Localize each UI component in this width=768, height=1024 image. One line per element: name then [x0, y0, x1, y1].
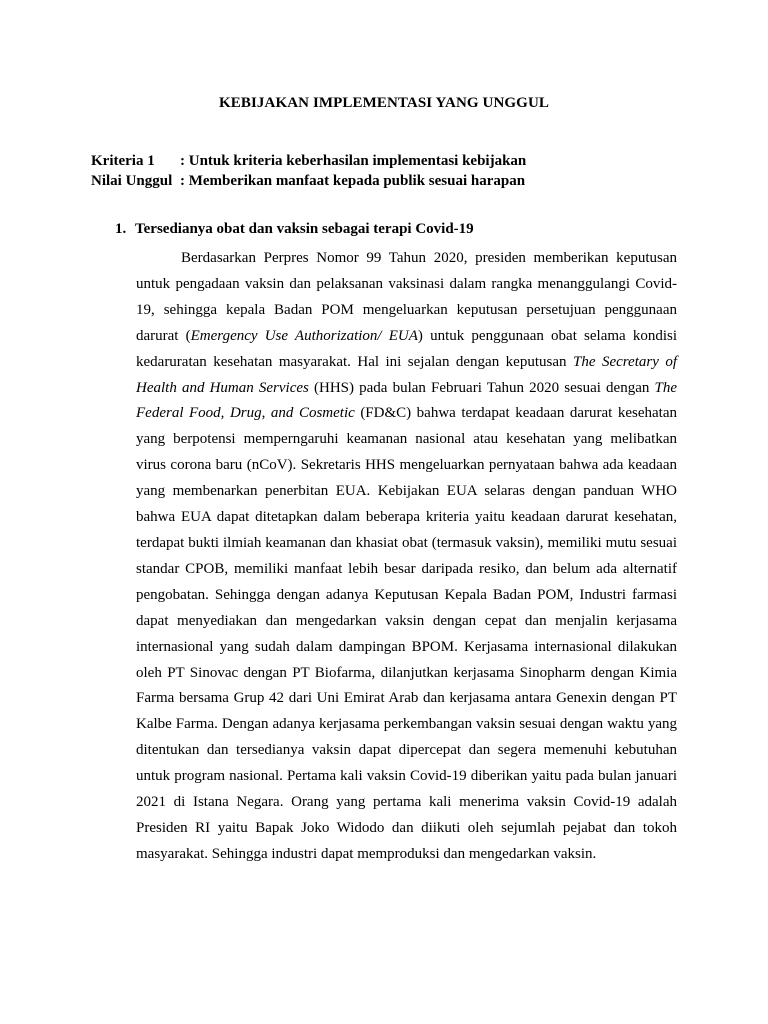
- section-heading-text: Tersedianya obat dan vaksin sebagai terapi Covid-19: [135, 221, 474, 237]
- paragraph-run: Berdasarkan Perpres Nomor 99 Tahun 2020, presiden memberikan keputusan untuk pengadaan vaksin dan pelaksanan vaksinasi dalam rangka menanggulangi Covid-19, sehingga kepala Badan POM mengeluarkan keputusan persetujuan penggunaan darurat (: [136, 250, 677, 344]
- criteria-row-kriteria: [91, 151, 526, 171]
- criteria-value: : Untuk kriteria keberhasilan implementasi kebijakan: [180, 153, 527, 169]
- paragraph-run-italic: Emergency Use Authorization/ EUA: [190, 327, 418, 344]
- paragraph-run: ) untuk penggunaan obat selama kondisi kedaruratan kesehatan masyarakat. Hal ini sejalan dengan keputusan: [136, 327, 678, 370]
- paragraph-run-italic: The Secretary of Health and Human Services: [136, 353, 677, 396]
- body-text: [136, 246, 677, 868]
- paragraph-run: (HHS) pada bulan Februari Tahun 2020 sesuai dengan: [308, 379, 655, 396]
- criteria-label: Kriteria 1: [91, 153, 155, 169]
- document-title: KEBIJAKAN IMPLEMENTASI YANG UNGGUL: [219, 95, 549, 111]
- section-number: 1.: [115, 221, 127, 237]
- criteria-block: [91, 151, 526, 191]
- criteria-value: : Memberikan manfaat kepada publik sesuai harapan: [180, 173, 526, 189]
- paragraph-run: (FD&C) bahwa terdapat keadaan darurat kesehatan yang berpotensi memperngaruhi keamanan nasional atau kesehatan yang melibatkan virus corona baru (nCoV). Sekretaris HHS mengeluarkan pernyataan bahwa ada keadaan yang membenarkan penerbitan EUA. Kebijakan EUA selaras dengan panduan WHO bahwa EUA dapat ditetapkan dalam beberapa kriteria yaitu keadaan darurat kesehatan, terdapat bukti ilmiah keamanan dan khasiat obat (termasuk vaksin), memiliki mutu sesuai standar CPOB, memiliki manfaat lebih besar daripada resiko, dan belum ada alternatif pengobatan. Sehingga dengan adanya Keputusan Kepala Badan POM, Industri farmasi dapat menyediakan dan mengedarkan vaksin dengan cepat dan menjalin kerjasama internasional yang sudah dalam dampingan BPOM. Kerjasama internasional dilakukan oleh PT Sinovac dengan PT Biofarma, dilanjutkan kerjasama Sinopharm dengan Kimia Farma bersama Grup 42 dari Uni Emirat Arab dan kerjasama antara Genexin dengan PT Kalbe Farma. Dengan adanya kerjasama perkembangan vaksin sesuai dengan waktu yang ditentukan dan tersedianya vaksin dapat dipercepat dan segera memenuhi kebutuhan untuk program nasional. Pertama kali vaksin Covid-19 diberikan yaitu pada bulan januari 2021 di Istana Negara. Orang yang pertama kali menerima vaksin Covid-19 adalah Presiden RI yaitu Bapak Joko Widodo dan diikuti oleh sejumlah pejabat dan tokoh masyarakat. Sehingga industri dapat memproduksi dan mengedarkan vaksin.: [136, 405, 678, 862]
- criteria-label: Nilai Unggul: [91, 173, 173, 189]
- body-paragraph: [136, 246, 677, 868]
- criteria-row-nilai-unggul: [91, 171, 526, 191]
- paragraph-run-italic: The Federal Food, Drug, and Cosmetic: [136, 379, 677, 422]
- section-heading: [115, 219, 474, 239]
